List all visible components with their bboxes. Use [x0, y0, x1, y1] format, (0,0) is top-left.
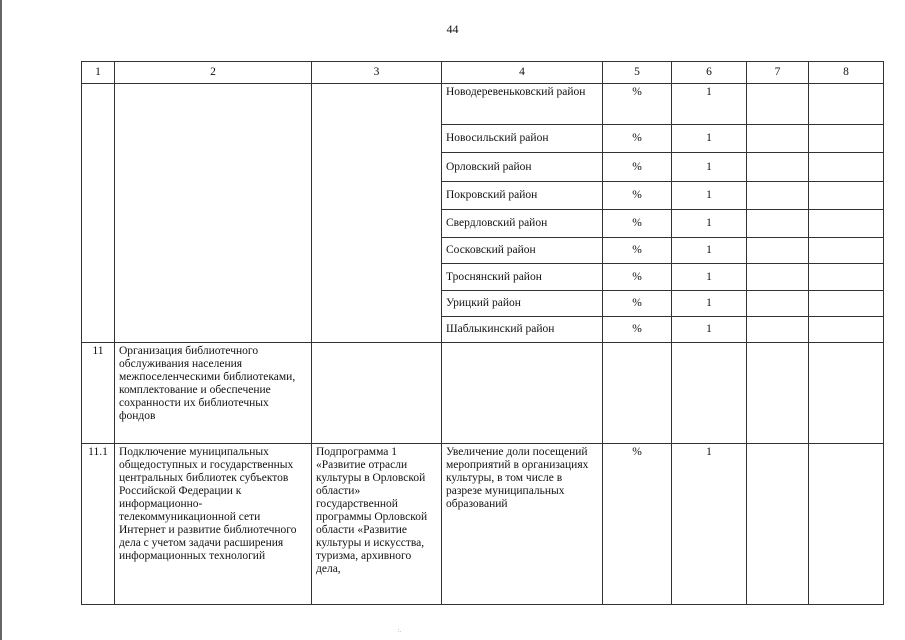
empty-cell	[809, 182, 884, 210]
empty-cell	[747, 84, 809, 125]
empty-cell	[809, 125, 884, 153]
indicator-description: Увеличение доли посещений мероприятий в организациях культуры, в том числе в разрезе муниципальных образований	[442, 444, 603, 605]
empty-cell	[747, 264, 809, 291]
unit-cell: %	[603, 84, 672, 125]
unit-cell: %	[603, 291, 672, 317]
district-name: Свердловский район	[442, 210, 603, 238]
header-col-1: 1	[82, 62, 115, 84]
empty-cell	[809, 210, 884, 238]
value-cell: 1	[672, 210, 747, 238]
row-number: 11.1	[82, 444, 115, 605]
unit-cell: %	[603, 317, 672, 343]
district-name: Шаблыкинский район	[442, 317, 603, 343]
empty-cell	[809, 317, 884, 343]
empty-cell	[672, 343, 747, 444]
unit-cell: %	[603, 182, 672, 210]
empty-cell	[809, 264, 884, 291]
merged-cell-col2	[115, 84, 312, 343]
district-name: Сосковский район	[442, 238, 603, 264]
unit-cell: %	[603, 264, 672, 291]
empty-cell	[809, 84, 884, 125]
empty-cell	[747, 343, 809, 444]
header-col-8: 8	[809, 62, 884, 84]
row-number: 11	[82, 343, 115, 444]
unit-cell: %	[603, 125, 672, 153]
value-cell: 1	[672, 291, 747, 317]
district-name: Покровский район	[442, 182, 603, 210]
empty-cell	[747, 444, 809, 605]
empty-cell	[747, 317, 809, 343]
empty-cell	[603, 343, 672, 444]
empty-cell	[747, 182, 809, 210]
data-table	[81, 61, 884, 605]
page-number: 44	[446, 22, 459, 36]
value-cell: 1	[672, 317, 747, 343]
table-row	[82, 84, 884, 125]
value-cell: 1	[672, 125, 747, 153]
header-col-6: 6	[672, 62, 747, 84]
merged-cell-col3	[312, 84, 442, 343]
district-name: Орловский район	[442, 153, 603, 182]
empty-cell	[809, 153, 884, 182]
header-col-4: 4	[442, 62, 603, 84]
value-cell: 1	[672, 238, 747, 264]
empty-cell	[442, 343, 603, 444]
table-row	[82, 444, 884, 605]
empty-cell	[747, 238, 809, 264]
district-name: Новодеревеньковский район	[442, 84, 603, 125]
district-name: Троснянский район	[442, 264, 603, 291]
empty-cell	[809, 444, 884, 605]
page-left-edge	[0, 0, 2, 640]
value-cell: 1	[672, 153, 747, 182]
value-cell: 1	[672, 182, 747, 210]
empty-cell	[747, 291, 809, 317]
header-row	[82, 62, 884, 84]
header-col-7: 7	[747, 62, 809, 84]
empty-cell	[747, 153, 809, 182]
value-cell: 1	[672, 444, 747, 605]
unit-cell: %	[603, 238, 672, 264]
header-col-3: 3	[312, 62, 442, 84]
value-cell: 1	[672, 84, 747, 125]
empty-cell	[809, 343, 884, 444]
footer-mark: :.	[398, 628, 402, 634]
activity-description: Подключение муниципальных общедоступных и государственных центральных библиотек субъектов Российской Федерации к информационно-телекоммуникационной сети Интернет и развитие библиотечного дела с учетом задачи расширения информационных технологий	[115, 444, 312, 605]
merged-cell-col1	[82, 84, 115, 343]
empty-cell	[809, 238, 884, 264]
empty-cell	[747, 210, 809, 238]
district-name: Новосильский район	[442, 125, 603, 153]
header-col-5: 5	[603, 62, 672, 84]
value-cell: 1	[672, 264, 747, 291]
unit-cell: %	[603, 153, 672, 182]
empty-cell	[747, 125, 809, 153]
program-reference: Подпрограмма 1 «Развитие отрасли культуры в Орловской области» государственной программы Орловской области «Развитие культуры и искусства, туризма, архивного дела,	[312, 444, 442, 605]
header-col-2: 2	[115, 62, 312, 84]
empty-cell	[809, 291, 884, 317]
unit-cell: %	[603, 210, 672, 238]
unit-cell: %	[603, 444, 672, 605]
district-name: Урицкий район	[442, 291, 603, 317]
table-row	[82, 343, 884, 444]
activity-description: Организация библиотечного обслуживания населения межпоселенческими библиотеками, комплектование и обеспечение сохранности их библиотечных фондов	[115, 343, 312, 444]
empty-cell	[312, 343, 442, 444]
